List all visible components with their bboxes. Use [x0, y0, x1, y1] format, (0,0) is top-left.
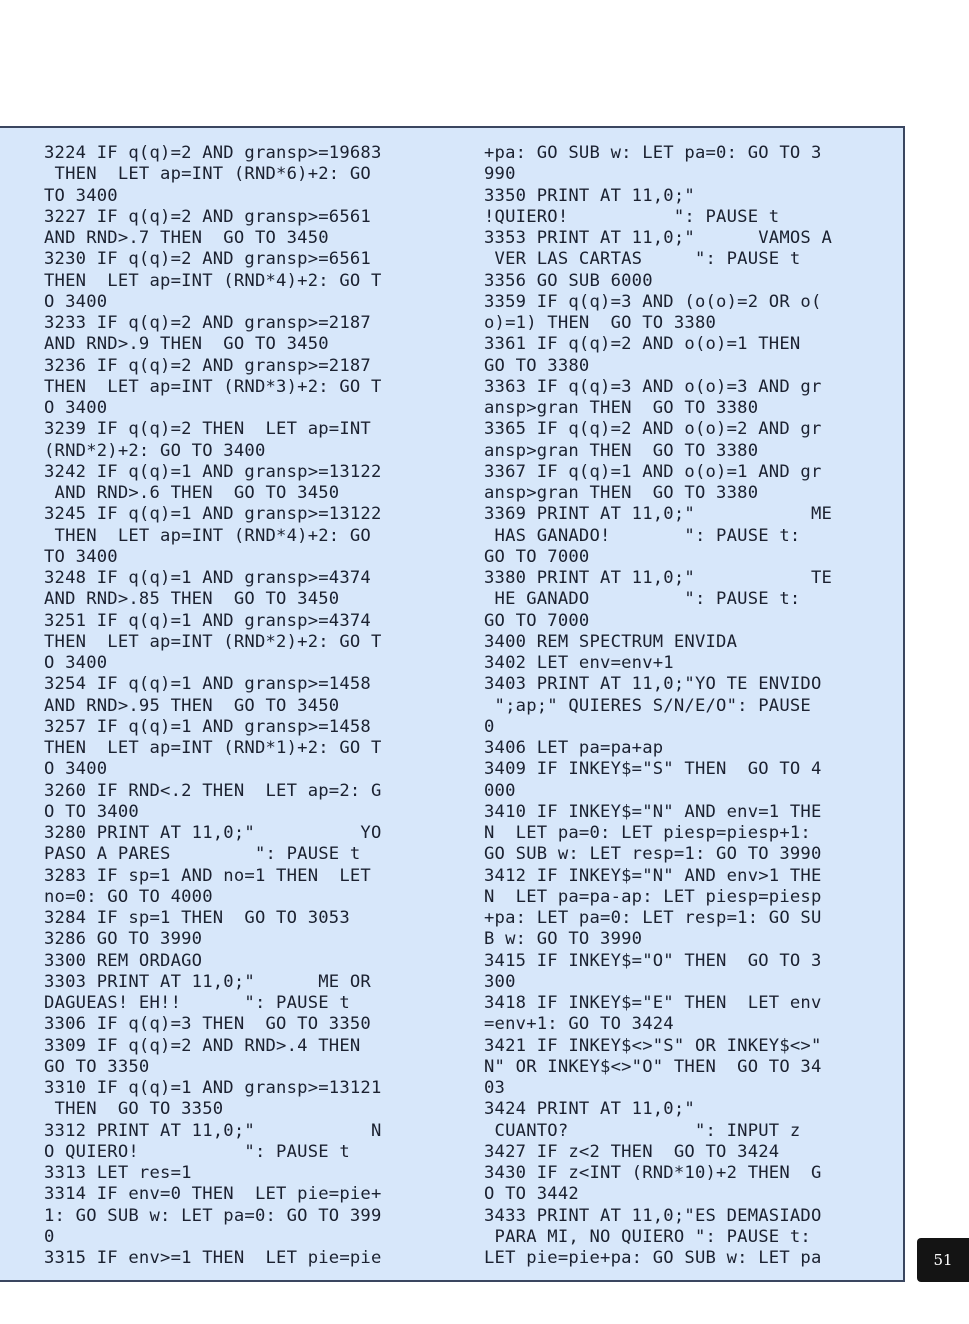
code-line: +pa: LET pa=0: LET resp=1: GO SU	[484, 908, 822, 928]
code-line: 3283 IF sp=1 AND no=1 THEN LET	[44, 865, 371, 886]
code-line: 3359 IF q(q)=3 AND (o(o)=2 OR o(	[484, 291, 822, 312]
code-line: 1: GO SUB w: LET pa=0: GO TO 399	[44, 1205, 382, 1226]
code-line: TO 3400	[44, 546, 118, 567]
code-line: N" OR INKEY$<>"O" THEN GO TO 34	[484, 1056, 822, 1077]
page-number: 51	[933, 1251, 953, 1269]
code-line: 3245 IF q(q)=1 AND gransp>=13122	[44, 504, 382, 525]
code-line: 3233 IF q(q)=2 AND gransp>=2187	[44, 313, 371, 333]
code-line: 3314 IF env=0 THEN LET pie=pie+	[44, 1184, 382, 1205]
code-line: B w: GO TO 3990	[484, 929, 643, 950]
code-line: 3236 IF q(q)=2 AND gransp>=2187	[44, 355, 371, 376]
code-line: AND RND>.7 THEN GO TO 3450	[44, 228, 329, 248]
code-line: VER LAS CARTAS ": PAUSE t	[484, 249, 801, 270]
code-line: 3433 PRINT AT 11,0;"ES DEMASIADO	[484, 1205, 822, 1226]
code-line: (RND*2)+2: GO TO 3400	[44, 440, 266, 461]
code-column-right	[484, 143, 896, 1269]
code-line: 3309 IF q(q)=2 AND RND>.4 THEN	[44, 1035, 361, 1056]
code-line: O QUIERO! ": PAUSE t	[44, 1141, 350, 1162]
code-line: 3284 IF sp=1 THEN GO TO 3053	[44, 908, 350, 928]
code-line: 000	[484, 780, 516, 801]
code-line: 3427 IF z<2 THEN GO TO 3424	[484, 1141, 780, 1162]
code-line: THEN LET ap=INT (RND*4)+2: GO T	[44, 270, 382, 291]
code-line: 3363 IF q(q)=3 AND o(o)=3 AND gr	[484, 376, 822, 397]
code-line: 3418 IF INKEY$="E" THEN LET env	[484, 993, 822, 1013]
code-line: 3257 IF q(q)=1 AND gransp>=1458	[44, 716, 371, 737]
code-line: AND RND>.85 THEN GO TO 3450	[44, 589, 340, 610]
code-line: CUANTO? ": INPUT z	[484, 1120, 801, 1141]
code-line: THEN LET ap=INT (RND*3)+2: GO T	[44, 376, 382, 397]
code-line: 3303 PRINT AT 11,0;" ME OR	[44, 971, 371, 992]
code-line: 300	[484, 971, 516, 992]
code-line: 3310 IF q(q)=1 AND gransp>=13121	[44, 1078, 382, 1098]
code-line: 0	[44, 1226, 55, 1247]
code-line: O 3400	[44, 653, 108, 673]
code-line: HE GANADO ": PAUSE t:	[484, 589, 801, 610]
code-line: +pa: GO SUB w: LET pa=0: GO TO 3	[484, 143, 822, 163]
code-line: 3286 GO TO 3990	[44, 929, 203, 950]
code-line: LET pie=pie+pa: GO SUB w: LET pa	[484, 1248, 822, 1268]
code-line: THEN LET ap=INT (RND*4)+2: GO	[44, 525, 371, 546]
code-line: 3369 PRINT AT 11,0;" ME	[484, 504, 833, 525]
code-line: 3353 PRINT AT 11,0;" VAMOS A	[484, 228, 833, 248]
code-line: N LET pa=pa-ap: LET piesp=piesp	[484, 886, 822, 907]
code-line: DAGUEAS! EH!! ": PAUSE t	[44, 993, 350, 1013]
code-line: 3280 PRINT AT 11,0;" YO	[44, 823, 382, 843]
code-line: 3312 PRINT AT 11,0;" N	[44, 1120, 382, 1141]
code-line: ansp>gran THEN GO TO 3380	[484, 440, 759, 461]
code-line: 3415 IF INKEY$="O" THEN GO TO 3	[484, 950, 822, 971]
code-line: O 3400	[44, 291, 108, 312]
code-line: 3239 IF q(q)=2 THEN LET ap=INT	[44, 419, 371, 440]
code-line: O 3400	[44, 759, 108, 780]
code-line: AND RND>.95 THEN GO TO 3450	[44, 695, 340, 716]
code-line: 3260 IF RND<.2 THEN LET ap=2: G	[44, 780, 382, 801]
code-line: 3424 PRINT AT 11,0;"	[484, 1099, 695, 1120]
code-line: 3356 GO SUB 6000	[484, 270, 653, 291]
code-line: 3367 IF q(q)=1 AND o(o)=1 AND gr	[484, 461, 822, 482]
page-number-tab	[917, 1238, 969, 1282]
code-line: GO TO 3380	[484, 355, 590, 376]
code-line: 3430 IF z<INT (RND*10)+2 THEN G	[484, 1163, 822, 1183]
code-line: 3315 IF env>=1 THEN LET pie=pie	[44, 1248, 382, 1268]
code-line: 3409 IF INKEY$="S" THEN GO TO 4	[484, 759, 822, 780]
code-line: O TO 3400	[44, 801, 139, 822]
code-line: o)=1) THEN GO TO 3380	[484, 313, 717, 333]
code-line: 3254 IF q(q)=1 AND gransp>=1458	[44, 674, 371, 695]
code-line: 3300 REM ORDAGO	[44, 950, 203, 971]
code-line: AND RND>.9 THEN GO TO 3450	[44, 334, 329, 355]
code-line: 3248 IF q(q)=1 AND gransp>=4374	[44, 568, 371, 588]
code-line: PARA MI, NO QUIERO ": PAUSE t:	[484, 1226, 811, 1247]
code-line: 3402 LET env=env+1	[484, 653, 674, 673]
code-line: THEN LET ap=INT (RND*1)+2: GO T	[44, 738, 382, 758]
code-line: 3365 IF q(q)=2 AND o(o)=2 AND gr	[484, 419, 822, 440]
code-line: 3412 IF INKEY$="N" AND env>1 THE	[484, 865, 822, 886]
code-line: AND RND>.6 THEN GO TO 3450	[44, 483, 340, 503]
code-line: ";ap;" QUIERES S/N/E/O": PAUSE	[484, 695, 811, 716]
code-line: 3242 IF q(q)=1 AND gransp>=13122	[44, 461, 382, 482]
code-line: 3230 IF q(q)=2 AND gransp>=6561	[44, 249, 371, 270]
code-line: 3410 IF INKEY$="N" AND env=1 THE	[484, 801, 822, 822]
code-line: ansp>gran THEN GO TO 3380	[484, 483, 759, 503]
code-line: ansp>gran THEN GO TO 3380	[484, 398, 759, 418]
code-line: 3406 LET pa=pa+ap	[484, 738, 664, 758]
code-line: HAS GANADO! ": PAUSE t:	[484, 525, 801, 546]
code-line: 3251 IF q(q)=1 AND gransp>=4374	[44, 610, 371, 631]
code-line: 3313 LET res=1	[44, 1163, 192, 1183]
code-line: 990	[484, 164, 516, 185]
code-line: 3403 PRINT AT 11,0;"YO TE ENVIDO	[484, 674, 822, 695]
code-line: TO 3400	[44, 185, 118, 206]
code-line: =env+1: GO TO 3424	[484, 1014, 674, 1035]
code-line: N LET pa=0: LET piesp=piesp+1:	[484, 823, 811, 843]
code-line: no=0: GO TO 4000	[44, 886, 213, 907]
code-line: !QUIERO! ": PAUSE t	[484, 206, 780, 227]
code-line: 3421 IF INKEY$<>"S" OR INKEY$<>"	[484, 1035, 822, 1056]
code-line: 03	[484, 1078, 506, 1098]
code-column-left	[44, 143, 464, 1269]
code-line: 0	[484, 716, 495, 737]
code-line: THEN GO TO 3350	[44, 1099, 224, 1120]
code-line: THEN LET ap=INT (RND*6)+2: GO	[44, 164, 371, 185]
code-line: GO TO 7000	[484, 610, 590, 631]
code-line: 3380 PRINT AT 11,0;" TE	[484, 568, 833, 588]
code-line: THEN LET ap=INT (RND*2)+2: GO T	[44, 631, 382, 652]
code-line: PASO A PARES ": PAUSE t	[44, 844, 361, 865]
code-line: 3400 REM SPECTRUM ENVIDA	[484, 631, 738, 652]
code-line: 3306 IF q(q)=3 THEN GO TO 3350	[44, 1014, 371, 1035]
code-line: O TO 3442	[484, 1184, 579, 1205]
code-line: 3361 IF q(q)=2 AND o(o)=1 THEN	[484, 334, 801, 355]
code-line: 3350 PRINT AT 11,0;"	[484, 185, 695, 206]
code-line: GO SUB w: LET resp=1: GO TO 3990	[484, 844, 822, 865]
code-line: 3227 IF q(q)=2 AND gransp>=6561	[44, 206, 371, 227]
code-line: 3224 IF q(q)=2 AND gransp>=19683	[44, 143, 382, 163]
code-line: GO TO 3350	[44, 1056, 150, 1077]
top-margin	[0, 0, 969, 126]
code-line: GO TO 7000	[484, 546, 590, 567]
code-line: O 3400	[44, 398, 108, 418]
